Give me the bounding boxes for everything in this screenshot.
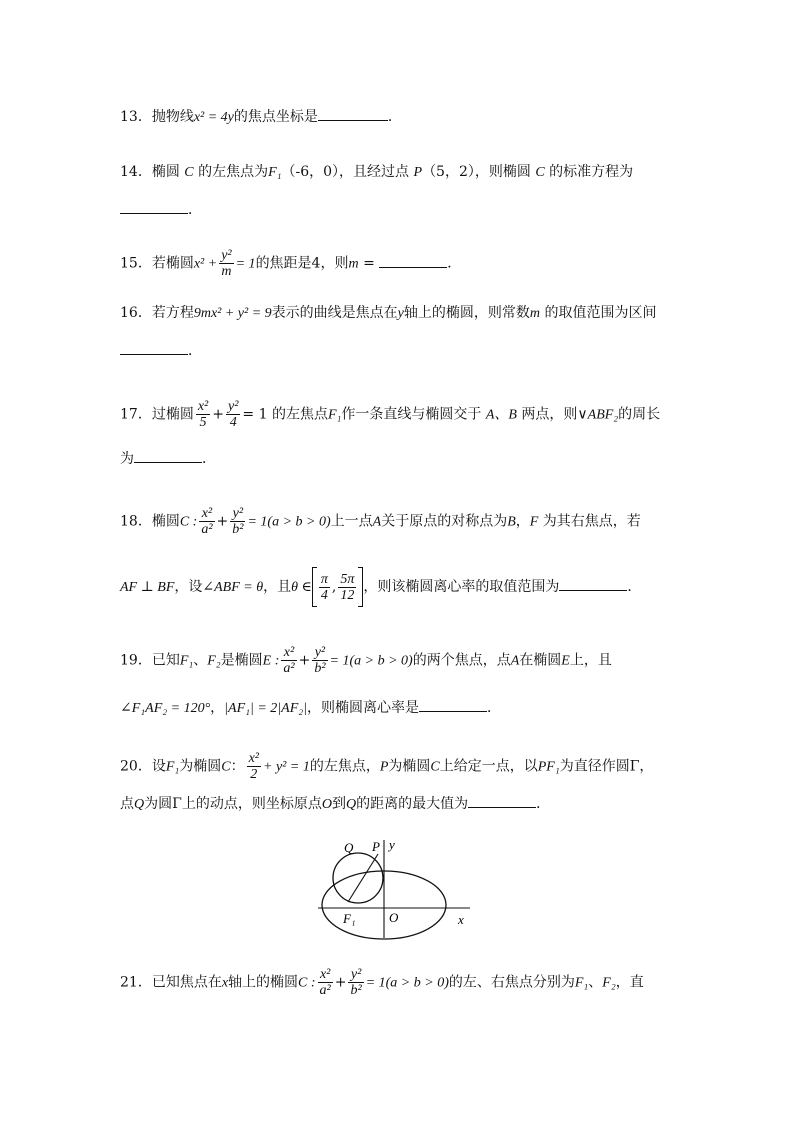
circle-gamma xyxy=(333,853,383,903)
q17-text-mid: 的左焦点 xyxy=(271,406,328,423)
q18-bracket-left xyxy=(312,567,317,607)
q13-number: 13． xyxy=(120,109,152,125)
q20-text-mid2: 的左焦点， xyxy=(309,758,380,775)
q16-line2 xyxy=(120,340,202,361)
q17-text-tail2: 的周长 xyxy=(618,406,661,423)
q14-text-d: （5，2），则椭圆 xyxy=(422,164,531,180)
q19-var-e: E : xyxy=(262,653,280,669)
q20-text-mid: 为椭圆 xyxy=(179,758,222,775)
q21-text-tail: ，直 xyxy=(615,974,644,991)
q21-condition: = 1(a > b > 0) xyxy=(365,975,449,991)
q15-fraction: $\frac{\text{y²}}{m}$ xyxy=(221,248,232,279)
q21-var-f1: F₁ xyxy=(574,975,589,991)
q21-var-f2: F₂ xyxy=(602,975,616,991)
question-16 xyxy=(120,303,656,324)
q17-fraction-x: $\frac{\text{x²}}{5}$ xyxy=(197,399,209,430)
q19-fraction-y: $\frac{\text{y²}}{\text{b²}}$ xyxy=(314,645,326,676)
q17-line2 xyxy=(120,448,216,469)
q19-line2 xyxy=(120,697,501,719)
q20-text-l2b: 为圆Γ上的动点，则坐标原点 xyxy=(144,796,322,812)
q21-sep: 、 xyxy=(588,974,603,991)
q20-var-pf1: PF₁ xyxy=(537,759,560,775)
q17-var-ab: A、B xyxy=(485,407,517,423)
q17-text-post: 作一条直线与椭圆交于 xyxy=(341,406,482,423)
segment-pf1 xyxy=(348,854,378,902)
q20-eq: + y² = 1 xyxy=(263,759,310,775)
q16-text-post: 轴上的椭圆，则常数 xyxy=(403,305,530,321)
q19-text-mid2: 的两个焦点，点 xyxy=(412,652,511,669)
q14-var-c2: C xyxy=(535,165,545,180)
q19-text-tail: 上，且 xyxy=(569,652,612,669)
q19-number: 19． xyxy=(120,652,152,669)
q18-text-l2c: ，且 xyxy=(263,579,292,595)
q20-number: 20． xyxy=(120,758,152,775)
q16-answer-blank[interactable] xyxy=(120,340,188,355)
question-15 xyxy=(120,248,461,279)
q16-var-m: m xyxy=(529,306,540,321)
q18-answer-blank[interactable] xyxy=(559,576,627,591)
q17-line2-text: 为 xyxy=(120,451,134,467)
q18-fraction-p2: $\frac{5\pi}{12}$ xyxy=(340,571,355,603)
q13-end: ． xyxy=(387,109,402,125)
q19-var-a: A xyxy=(510,653,520,669)
q20-text: 设 xyxy=(151,758,166,775)
question-17: 17．过椭圆 $\frac{\text{x²}}{5}$ + $\frac{\text{y²}}{4}$ = 1 的左焦点F₁作一条直线与椭圆交于 A、B 两点，则∨ABF₂的周长 xyxy=(120,399,661,430)
q21-fraction-y: $\frac{\text{y²}}{\text{b²}}$ xyxy=(350,967,362,998)
q18-text-l2d: ，则该椭圆离心率的取值范围为 xyxy=(363,579,560,595)
q14-text-b: 的左焦点为 xyxy=(198,164,269,180)
q18-var-c: C : xyxy=(179,514,198,530)
q15-text-mid: 的焦距是4，则 xyxy=(255,255,349,272)
question-19: 19．已知F₁、F₂是椭圆E : $\frac{\text{x²}}{\text{a²}}$ + $\frac{\text{y²}}{\text{b²}}$ = 1(a > b > 0)的两个焦点，点A在椭圆E上，且 xyxy=(120,645,612,676)
q20-text-tail: 为直径作圆Γ， xyxy=(559,758,654,775)
q15-var-m: m xyxy=(348,256,359,272)
q18-end: ． xyxy=(627,579,642,595)
q20-text-l2c: 到 xyxy=(331,796,346,812)
q20-text-mid4: 上给定一点，以 xyxy=(439,758,538,775)
q17-var-f1: F₁ xyxy=(327,407,342,423)
q20-var-q2: Q xyxy=(345,797,357,812)
q18-text-tail: 为其右焦点，若 xyxy=(542,513,641,530)
label-y: y xyxy=(389,837,395,852)
q13-equation: x² = 4y xyxy=(193,110,234,125)
q18-angle: ∠ABF = θ xyxy=(202,580,264,595)
question-18: 18．椭圆C : $\frac{\text{x²}}{\text{a²}}$ + $\frac{\text{y²}}{\text{b²}}$ = 1(a > b > 0)上一点A关于原点的对称点为B，F 为其右焦点，若 xyxy=(120,506,641,537)
q18-text: 椭圆 xyxy=(151,513,180,530)
q14-text-c: （-6，0），且经过点 xyxy=(281,164,410,180)
q15-answer-blank[interactable] xyxy=(379,253,447,268)
q15-eq: = 1 xyxy=(235,256,256,272)
q17-fraction-y: $\frac{\text{y²}}{4}$ xyxy=(227,399,239,430)
q15-x2: x² + xyxy=(193,256,218,272)
label-x: x xyxy=(458,912,464,927)
q21-text: 已知焦点在 xyxy=(151,974,222,991)
q16-equation: 9mx² + y² = 9 xyxy=(193,306,272,321)
q20-answer-blank[interactable] xyxy=(468,793,536,808)
q20-var-c2: C xyxy=(430,759,440,775)
q21-var-c: C : xyxy=(298,975,316,991)
q21-text-mid2: 的左、右焦点分别为 xyxy=(448,974,575,991)
q15-text: 若椭圆 xyxy=(151,255,194,272)
q18-fraction-y: $\frac{\text{y²}}{\text{b²}}$ xyxy=(232,506,244,537)
q18-line2: AF ⊥ BF，设∠ABF = θ，且θ ∈ $\frac{\pi}{4}$ , $\frac{5\pi}{12}$ ，则该椭圆离心率的取值范围为 ． xyxy=(120,567,641,607)
q20-var-o: O xyxy=(321,797,332,812)
q16-end: ． xyxy=(188,343,202,359)
q18-fraction-p1: $\frac{\pi}{4}$ xyxy=(320,571,328,603)
q18-var-b: B xyxy=(507,514,516,530)
q18-text-mid: 上一点 xyxy=(330,513,373,530)
q19-angle: ∠F₁AF₂ = 120° xyxy=(120,701,211,716)
question-14 xyxy=(120,162,633,183)
q14-var-p: P xyxy=(413,165,423,180)
question-13 xyxy=(120,106,402,128)
q17-eq: = 1 xyxy=(242,406,268,423)
q20-var-c: C xyxy=(221,759,231,775)
q17-text-tail: 两点，则 xyxy=(521,406,578,423)
q19-var-e2: E xyxy=(561,653,570,669)
q19-condition: = 1(a > b > 0) xyxy=(329,653,413,669)
q20-fraction-x: $\frac{\text{x²}}{2}$ xyxy=(248,751,260,782)
q19-end: ． xyxy=(486,700,501,716)
q15-eq2: = xyxy=(363,255,375,272)
question-21: 21．已知焦点在x轴上的椭圆C : $\frac{\text{x²}}{\text{a²}}$ + $\frac{\text{y²}}{\text{b²}}$ = 1(a > b > 0)的左、右焦点分别为F₁、F₂，直 xyxy=(120,967,644,998)
q13-text: 抛物线 xyxy=(151,109,194,125)
q18-var-a: A xyxy=(372,514,382,530)
q15-end: ． xyxy=(447,255,462,272)
q17-answer-blank[interactable] xyxy=(134,448,202,463)
q19-var-f1: F₁ xyxy=(179,653,194,669)
q19-text-l2d: ，则椭圆离心率是 xyxy=(306,700,419,716)
q21-number: 21． xyxy=(120,974,152,991)
q14-end: ． xyxy=(188,202,202,218)
q18-condition: = 1(a > b > 0) xyxy=(247,514,331,530)
q20-text-l2a: 点 xyxy=(120,796,134,812)
q19-var-f2: F₂ xyxy=(207,653,221,669)
q18-var-f: F xyxy=(529,514,539,530)
question-20 xyxy=(120,751,653,782)
q19-answer-blank[interactable] xyxy=(419,697,487,712)
q14-var-c: C xyxy=(184,165,194,180)
q18-text-l2b: ，设 xyxy=(174,579,203,595)
q16-var-y: y xyxy=(397,306,404,321)
q19-text-mid3: 在椭圆 xyxy=(519,652,562,669)
q19-sep: 、 xyxy=(193,652,208,669)
q18-theta: θ ∈ xyxy=(291,580,312,595)
q20-end: ． xyxy=(536,796,551,812)
q20-text-l2d: 的距离的最大值为 xyxy=(356,796,469,812)
q20-var-p: P xyxy=(379,759,389,775)
q14-text-e: 的标准方程为 xyxy=(549,164,634,180)
q19-abs: |AF₁| = 2|AF₂| xyxy=(224,701,307,716)
q15-number: 15． xyxy=(120,255,152,272)
q18-perp: AF ⊥ BF xyxy=(120,580,175,595)
q14-var-f1: F₁ xyxy=(268,165,282,180)
q21-fraction-x: $\frac{\text{x²}}{\text{a²}}$ xyxy=(319,967,331,998)
q17-text: 过椭圆 xyxy=(151,406,194,423)
q14-answer-blank[interactable] xyxy=(120,199,188,214)
q19-text-l2b: ， xyxy=(210,700,225,716)
q13-text-post: 的焦点坐标是 xyxy=(233,109,318,125)
label-o: O xyxy=(389,910,399,925)
q16-number: 16． xyxy=(120,305,152,321)
q16-text-mid: 表示的曲线是焦点在 xyxy=(271,305,398,321)
q19-text-mid: 是椭圆 xyxy=(220,652,263,669)
q17-end: ． xyxy=(202,451,216,467)
q20-colon: ： xyxy=(230,758,245,775)
q21-text-mid: 轴上的椭圆 xyxy=(228,974,299,991)
q19-text: 已知 xyxy=(151,652,180,669)
q20-line2 xyxy=(120,793,550,815)
q20-var-q: Q xyxy=(134,797,145,812)
q18-fraction-x: $\frac{\text{x²}}{\text{a²}}$ xyxy=(201,506,213,537)
q18-text-mid3: ， xyxy=(515,513,530,530)
q18-number: 18． xyxy=(120,513,152,530)
q16-text-tail: 的取值范围为区间 xyxy=(544,305,657,321)
q14-text: 椭圆 xyxy=(151,164,180,180)
q16-text: 若方程 xyxy=(151,305,194,321)
q19-fraction-x: $\frac{\text{x²}}{\text{a²}}$ xyxy=(283,645,295,676)
label-p: P xyxy=(372,839,380,854)
label-q: Q xyxy=(344,840,354,855)
q17-number: 17． xyxy=(120,406,152,423)
q13-answer-blank[interactable] xyxy=(318,106,388,121)
q14-line2 xyxy=(120,199,202,220)
q20-text-mid3: 为椭圆 xyxy=(388,758,431,775)
q21-var-x: x xyxy=(221,975,229,991)
q17-triangle: ∨ABF₂ xyxy=(577,407,619,423)
label-f1: F₁ xyxy=(343,911,356,926)
q20-var-f1: F₁ xyxy=(165,759,180,775)
q14-number: 14． xyxy=(120,164,152,180)
q18-text-mid2: 关于原点的对称点为 xyxy=(381,513,508,530)
ellipse-figure xyxy=(310,832,480,944)
